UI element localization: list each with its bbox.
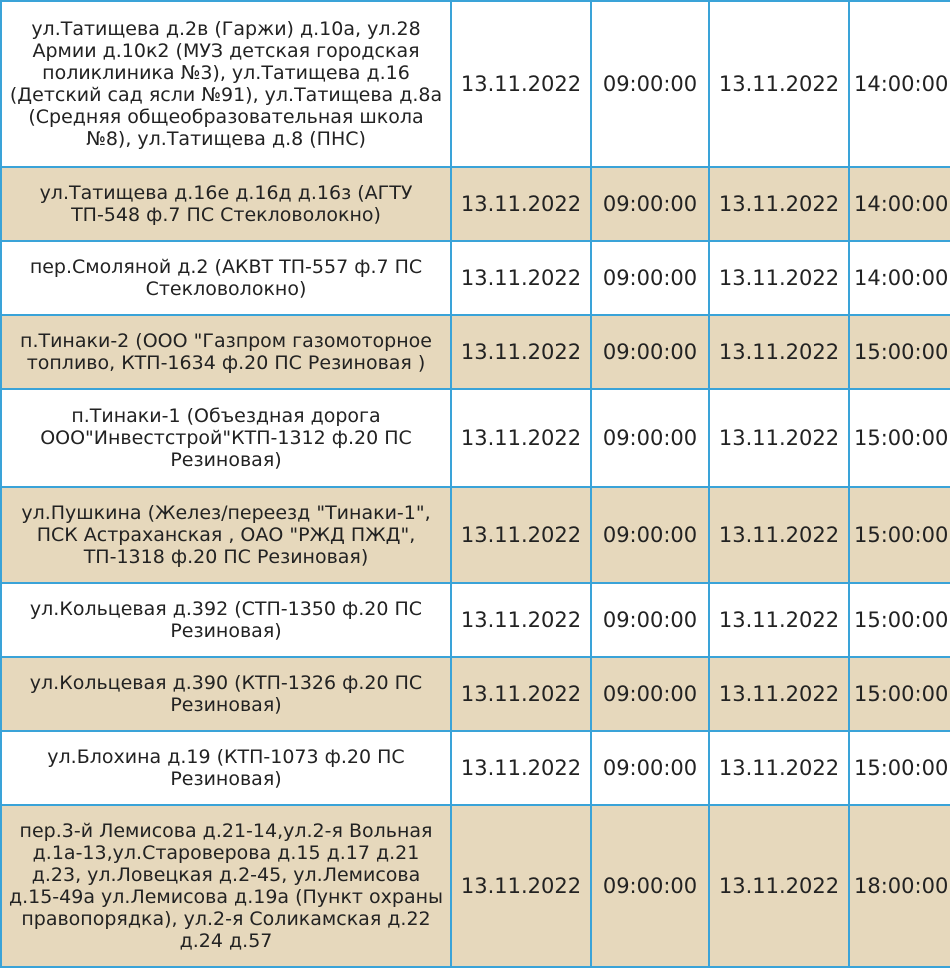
start-date-cell: 13.11.2022 (451, 389, 591, 487)
start-time-cell: 09:00:00 (591, 583, 709, 657)
table-row (1, 731, 950, 805)
end-time-cell: 15:00:00 (849, 315, 950, 389)
address-cell: ул.Блохина д.19 (КТП-1073 ф.20 ПС Резиновая) (1, 731, 451, 805)
end-date-cell: 13.11.2022 (709, 487, 849, 583)
start-date-cell: 13.11.2022 (451, 315, 591, 389)
end-date-cell: 13.11.2022 (709, 657, 849, 731)
end-date-cell: 13.11.2022 (709, 241, 849, 315)
table-row (1, 389, 950, 487)
start-date-cell: 13.11.2022 (451, 487, 591, 583)
start-time-cell: 09:00:00 (591, 389, 709, 487)
end-date-cell: 13.11.2022 (709, 583, 849, 657)
start-time-cell: 09:00:00 (591, 731, 709, 805)
address-cell: пер.Смоляной д.2 (АКВТ ТП-557 ф.7 ПС Стекловолокно) (1, 241, 451, 315)
start-date-cell: 13.11.2022 (451, 1, 591, 167)
end-date-cell: 13.11.2022 (709, 389, 849, 487)
start-date-cell: 13.11.2022 (451, 583, 591, 657)
table-row (1, 487, 950, 583)
address-cell: п.Тинаки-2 (ООО "Газпром газомоторное топливо, КТП-1634 ф.20 ПС Резиновая ) (1, 315, 451, 389)
address-cell: ул.Пушкина (Желез/переезд "Тинаки-1", ПСК Астраханская , ОАО "РЖД ПЖД", ТП-1318 ф.20 ПС Резиновая) (1, 487, 451, 583)
start-time-cell: 09:00:00 (591, 241, 709, 315)
end-date-cell: 13.11.2022 (709, 731, 849, 805)
end-date-cell: 13.11.2022 (709, 315, 849, 389)
address-cell: ул.Татищева д.16е д.16д д.16з (АГТУ ТП-548 ф.7 ПС Стекловолокно) (1, 167, 451, 241)
start-time-cell: 09:00:00 (591, 657, 709, 731)
end-time-cell: 14:00:00 (849, 167, 950, 241)
address-cell: п.Тинаки-1 (Объездная дорога ООО"Инвестстрой"КТП-1312 ф.20 ПС Резиновая) (1, 389, 451, 487)
start-time-cell: 09:00:00 (591, 805, 709, 967)
start-time-cell: 09:00:00 (591, 315, 709, 389)
table-row (1, 1, 950, 167)
end-time-cell: 15:00:00 (849, 389, 950, 487)
start-date-cell: 13.11.2022 (451, 805, 591, 967)
end-time-cell: 14:00:00 (849, 241, 950, 315)
table-row (1, 583, 950, 657)
start-date-cell: 13.11.2022 (451, 241, 591, 315)
end-time-cell: 15:00:00 (849, 487, 950, 583)
address-cell: ул.Кольцевая д.392 (СТП-1350 ф.20 ПС Резиновая) (1, 583, 451, 657)
end-time-cell: 14:00:00 (849, 1, 950, 167)
table-row (1, 315, 950, 389)
table-row (1, 167, 950, 241)
table-row (1, 805, 950, 967)
start-date-cell: 13.11.2022 (451, 167, 591, 241)
table-row (1, 657, 950, 731)
end-date-cell: 13.11.2022 (709, 167, 849, 241)
start-time-cell: 09:00:00 (591, 1, 709, 167)
end-time-cell: 15:00:00 (849, 731, 950, 805)
address-cell: ул.Татищева д.2в (Гаржи) д.10а, ул.28 Армии д.10к2 (МУЗ детская городская поликлиника №3), ул.Татищева д.16 (Детский сад ясли №91), ул.Татищева д.8а (Средняя общеобразовательная школа №8), ул.Татищева д.8 (ПНС) (1, 1, 451, 167)
start-time-cell: 09:00:00 (591, 487, 709, 583)
address-cell: ул.Кольцевая д.390 (КТП-1326 ф.20 ПС Резиновая) (1, 657, 451, 731)
table-row (1, 241, 950, 315)
address-cell: пер.3-й Лемисова д.21-14,ул.2-я Вольная д.1а-13,ул.Староверова д.15 д.17 д.21 д.23, ул.Ловецкая д.2-45, ул.Лемисова д.15-49а ул.Лемисова д.19а (Пункт охраны правопорядка), ул.2-я Соликамская д.22 д.24 д.57 (1, 805, 451, 967)
end-time-cell: 15:00:00 (849, 657, 950, 731)
end-time-cell: 15:00:00 (849, 583, 950, 657)
start-time-cell: 09:00:00 (591, 167, 709, 241)
start-date-cell: 13.11.2022 (451, 731, 591, 805)
end-date-cell: 13.11.2022 (709, 1, 849, 167)
end-time-cell: 18:00:00 (849, 805, 950, 967)
start-date-cell: 13.11.2022 (451, 657, 591, 731)
end-date-cell: 13.11.2022 (709, 805, 849, 967)
